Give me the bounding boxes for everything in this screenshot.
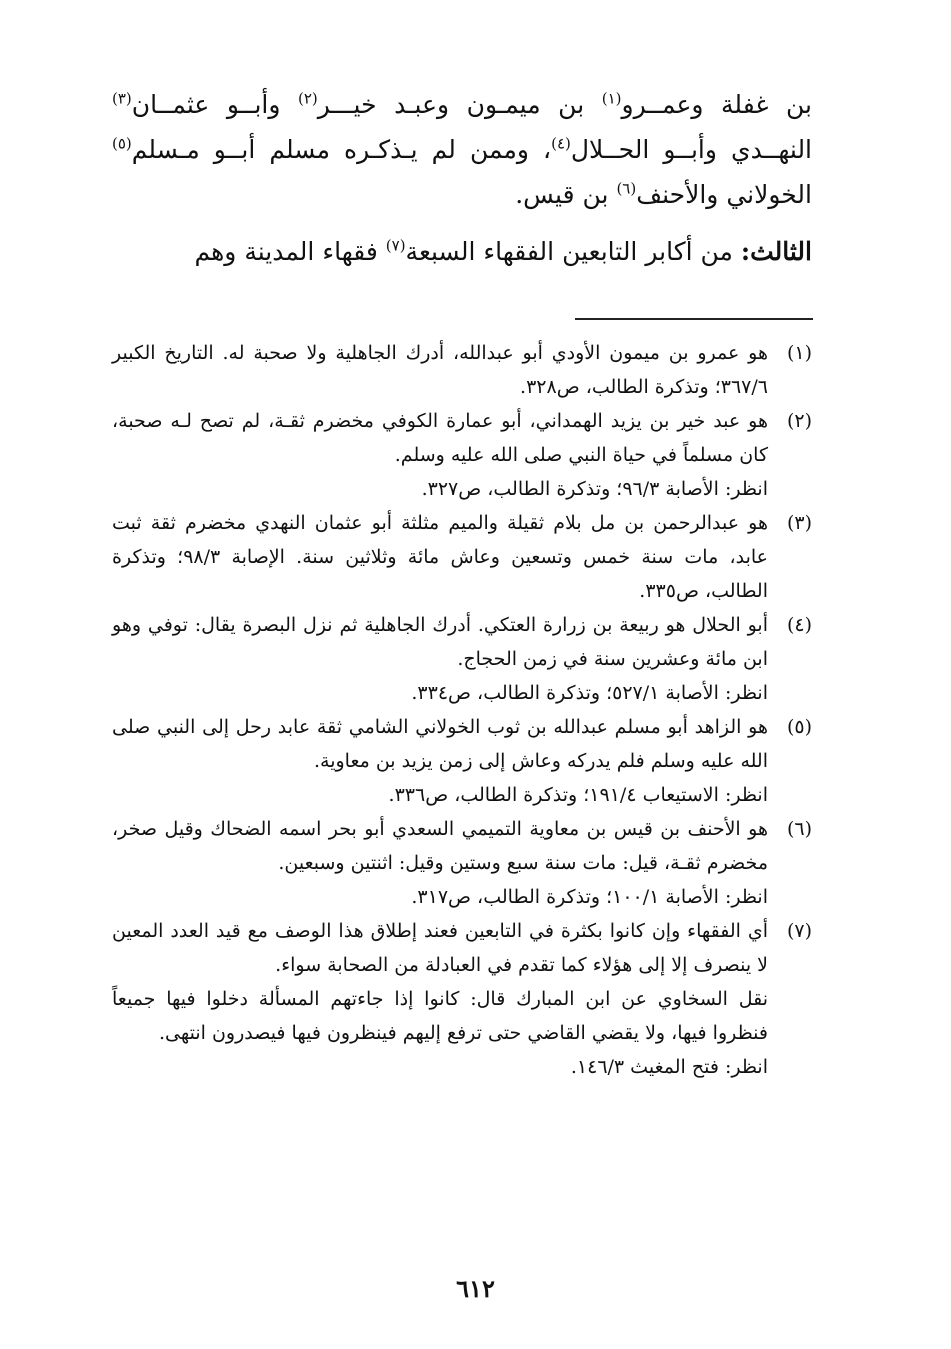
text-segment: بن ميمـون وعبـد خيـــر <box>317 90 602 119</box>
footnote-body <box>112 336 768 404</box>
footnote-divider <box>575 318 813 320</box>
footnote-2 <box>112 404 812 506</box>
footnote-6 <box>112 812 812 914</box>
main-paragraph-2 <box>112 229 812 274</box>
footnote-ref-2[interactable]: (٢) <box>297 89 318 108</box>
footnote-line: أبو الحلال هو ربيعة بن زرارة العتكي. أدرك الجاهلية ثم نزل البصرة يقال: توفي وهو ابن مائة وعشرين سنة في زمن الحجاج. <box>112 614 768 670</box>
text-segment: بن غفلة وعمــرو <box>621 90 812 119</box>
text-segment: من أكابر التابعين الفقهاء السبعة <box>405 237 741 266</box>
text-segment: وأبــو عثمــان <box>131 90 298 119</box>
footnote-line: أي الفقهاء وإن كانوا بكثرة في التابعين فعند إطلاق هذا الوصف مع قيد العدد المعين لا ينصرف إلا إلى هؤلاء كما تقدم في العبادلة من الصحابة سواء. <box>112 920 768 976</box>
footnote-3 <box>112 506 812 608</box>
text-segment: فقهاء المدينة وهم <box>194 237 386 266</box>
text-segment: ، وممن لم يـذكـره مسلم أبــو مـسلم <box>131 135 552 164</box>
footnote-body <box>112 812 768 914</box>
footnote-number: (٢) <box>786 410 812 432</box>
footnote-4 <box>112 608 812 710</box>
footnote-body <box>112 914 768 1084</box>
footnote-5 <box>112 710 812 812</box>
footnote-number: (٦) <box>786 818 812 840</box>
footnote-number: (٣) <box>786 512 812 534</box>
footnote-number: (١) <box>786 342 812 364</box>
footnote-ref-6[interactable]: (٦) <box>616 179 637 198</box>
footnote-line: هو عبدالرحمن بن مل بلام ثقيلة والميم مثلثة أبو عثمان النهدي مخضرم ثقة ثبت عابد، مات سنة خمس وتسعين وعاش مائة وثلاثين سنة. الإصابة ٩٨/٣؛ وتذكرة الطالب، ص٣٣٥. <box>112 512 768 602</box>
footnote-1 <box>112 336 812 404</box>
footnote-ref-3[interactable]: (٣) <box>112 89 132 108</box>
footnote-line: انظر: الأصابة ٥٢٧/١؛ وتذكرة الطالب، ص٣٣٤. <box>411 682 768 704</box>
footnote-line: هو الزاهد أبو مسلم عبدالله بن ثوب الخولاني الشامي ثقة عابد رحل إلى النبي صلى الله عليه وسلم فلم يدركه وعاش إلى زمن يزيد بن معاوية. <box>112 716 768 772</box>
footnote-line: انظر: الأصابة ٩٦/٣؛ وتذكرة الطالب، ص٣٢٧. <box>421 478 768 500</box>
footnote-ref-1[interactable]: (١) <box>601 89 622 108</box>
footnote-line: هو الأحنف بن قيس بن معاوية التميمي السعدي أبو بحر اسمه الضحاك وقيل صخر، مخضرم ثقـة، قيل: مات سنة سبع وستين وقيل: اثنتين وسبعين. <box>112 818 768 874</box>
footnote-line: هو عمرو بن ميمون الأودي أبو عبدالله، أدرك الجاهلية ولا صحبة له. التاريخ الكبير ٣٦٧/٦؛ وتذكرة الطالب، ص٣٢٨. <box>112 342 768 398</box>
footnote-body <box>112 404 768 506</box>
footnote-line: انظر: الاستيعاب ١٩١/٤؛ وتذكرة الطالب، ص٣٣٦. <box>388 784 768 806</box>
section-lead: الثالث: <box>740 237 812 266</box>
footnotes <box>112 336 812 1084</box>
footnote-body <box>112 710 768 812</box>
footnote-ref-4[interactable]: (٤) <box>551 134 571 153</box>
text-segment: النهــدي وأبــو الحــلال <box>570 135 813 164</box>
footnote-line: انظر: فتح المغيث ١٤٦/٣. <box>570 1056 768 1078</box>
footnote-body <box>112 608 768 710</box>
main-text <box>112 82 812 274</box>
text-segment: بن قيس. <box>515 180 617 209</box>
footnote-number: (٥) <box>786 716 812 738</box>
footnote-body <box>112 506 768 608</box>
footnote-number: (٤) <box>786 614 812 636</box>
text-segment: الخولاني والأحنف <box>636 180 812 209</box>
footnote-ref-5[interactable]: (٥) <box>112 134 132 153</box>
page-number: ٦١٢ <box>456 1274 495 1303</box>
footnote-7 <box>112 914 812 1084</box>
footnote-line: نقل السخاوي عن ابن المبارك قال: كانوا إذا جاءتهم المسألة دخلوا فيها جميعاً فنظروا فيها، ولا يقضي القاضي حتى ترفع إليهم فينظرون فيها فيصدرون انتهى. <box>112 988 768 1044</box>
footnote-line: هو عبد خير بن يزيد الهمداني، أبو عمارة الكوفي مخضرم ثقـة، لم تصح لـه صحبة، كان مسلماً في حياة النبي صلى الله عليه وسلم. <box>112 410 768 466</box>
footnote-line: انظر: الأصابة ١٠٠/١؛ وتذكرة الطالب، ص٣١٧. <box>411 886 768 908</box>
main-paragraph-1 <box>112 82 812 217</box>
footnote-ref-7[interactable]: (٧) <box>385 236 406 255</box>
footnote-number: (٧) <box>786 920 812 942</box>
